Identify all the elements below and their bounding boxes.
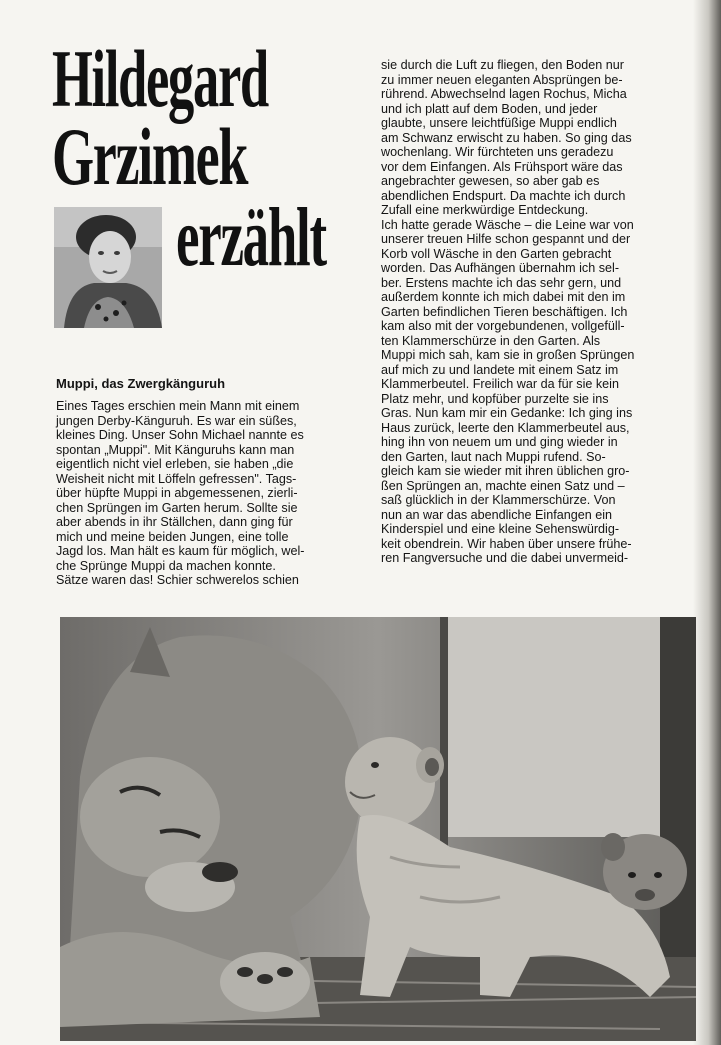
article-column-left [56, 399, 361, 588]
text-line: Jagd los. Man hält es kaum für möglich, wel- [56, 544, 305, 558]
text-line: abendlichen Endspurt. Da machte ich durch [381, 188, 626, 203]
text-line: Platz mehr, und kopfüber purzelte sie ins [381, 391, 609, 406]
headline-line-grzimek: Grzimek [52, 111, 248, 202]
text-line: Muppi mich sah, kam sie in großen Sprüngen [381, 348, 635, 362]
text-line: Ich hatte gerade Wäsche – die Leine war von [381, 217, 634, 232]
text-line: Eines Tages erschien mein Mann mit einem [56, 399, 300, 413]
headline-line-hildegard: Hildegard [52, 33, 268, 124]
text-line: kleines Ding. Unser Sohn Michael nannte es [56, 428, 304, 442]
text-line: Sätze waren das! Schier schwerelos schien [56, 573, 299, 587]
text-line: vor dem Einfangen. Als Frühsport wäre das [381, 159, 623, 174]
text-line: keit obendrein. Wir haben über unsere frühe- [381, 536, 632, 551]
text-line: hing ihn von neuem um und ging wieder in [381, 435, 618, 449]
text-line: angebrachter gewesen, so aber gab es [381, 174, 600, 188]
text-line: den Garten, laut nach Muppi rufend. So- [381, 449, 606, 464]
text-line: nun an war das abendliche Einfangen ein [381, 507, 613, 522]
text-line: chen Sprüngen im Garten herum. Sollte sie [56, 500, 298, 515]
text-line: spontan „Muppi". Mit Känguruhs kann man [56, 442, 295, 457]
text-line: kam also mit der vorgebundenen, vollgefüll- [381, 319, 625, 333]
text-line: Weisheit nicht mit Löffeln gefressen". Tags- [56, 471, 297, 486]
text-line: ßen Sprüngen an, machte einen Satz und – [381, 478, 625, 493]
lioness-and-cubs-photo [60, 617, 696, 1041]
text-line: Korb voll Wäsche in den Garten gebracht [381, 246, 612, 261]
text-line: wochenlang. Wir fürchteten uns geradezu [381, 145, 614, 159]
text-line: Gras. Nun kam mir ein Gedanke: Ich ging ins [381, 406, 633, 420]
text-line: gleich kam sie wieder mit ihren üblichen gro- [381, 464, 630, 478]
text-line: sie durch die Luft zu fliegen, den Boden nur [381, 58, 624, 72]
text-line: zu immer neuen eleganten Absprüngen be- [381, 72, 623, 87]
section-title: Muppi, das Zwergkänguruh [56, 376, 226, 391]
text-line: außerdem konnte ich mich dabei mit den im [381, 290, 626, 304]
text-line: am Schwanz erwischt zu haben. So ging das [381, 130, 632, 145]
text-line: glaubte, unsere leichtfüßige Muppi endlich [381, 116, 617, 130]
text-line: Kinderspiel und eine kleine Sehenswürdig- [381, 522, 620, 536]
text-line: mich und meine beiden Jungen, eine tolle [56, 529, 289, 544]
text-line: eigentlich nicht viel erleben, sie haben „die [56, 457, 294, 471]
text-line: Garten befindlichen Tieren beschäftigen. Ich [381, 304, 628, 319]
article-column-right [381, 58, 688, 566]
text-line: und ich platt auf dem Boden, und jeder [381, 101, 598, 116]
text-line: ten Klammerschürze in den Garten. Als [381, 333, 601, 348]
text-line: saß glücklich in der Klammerschürze. Von [381, 493, 616, 507]
text-line: auf mich zu und landete mit einem Satz im [381, 362, 619, 377]
text-line: Haus zurück, leerte den Klammerbeutel aus, [381, 420, 630, 435]
text-line: ren Fangversuche und die dabei unvermeid- [381, 551, 629, 565]
text-line: Zufall eine merkwürdige Entdeckung. [381, 203, 589, 217]
text-line: worden. Das Aufhängen übernahm ich sel- [381, 261, 620, 275]
text-line: unserer treuen Hilfe schon gespannt und der [381, 232, 631, 246]
text-line: aber abends in ihr Ställchen, dann ging für [56, 515, 293, 529]
text-line: jungen Derby-Känguruh. Es war ein süßes, [56, 413, 297, 428]
text-line: rührend. Abwechselnd lagen Rochus, Micha [381, 87, 627, 101]
text-line: Klammerbeutel. Freilich war da für sie kein [381, 377, 619, 391]
text-line: che Sprünge Muppi da machen konnte. [56, 558, 276, 573]
headline-line-erzaehlt: erzählt [176, 191, 326, 284]
page-edge-shadow [693, 0, 721, 1045]
text-line: über hüpfte Muppi in abgemessenen, zierli- [56, 486, 298, 500]
author-portrait-photo [54, 207, 162, 328]
text-line: ber. Erstens machte ich das sehr gern, und [381, 275, 622, 290]
